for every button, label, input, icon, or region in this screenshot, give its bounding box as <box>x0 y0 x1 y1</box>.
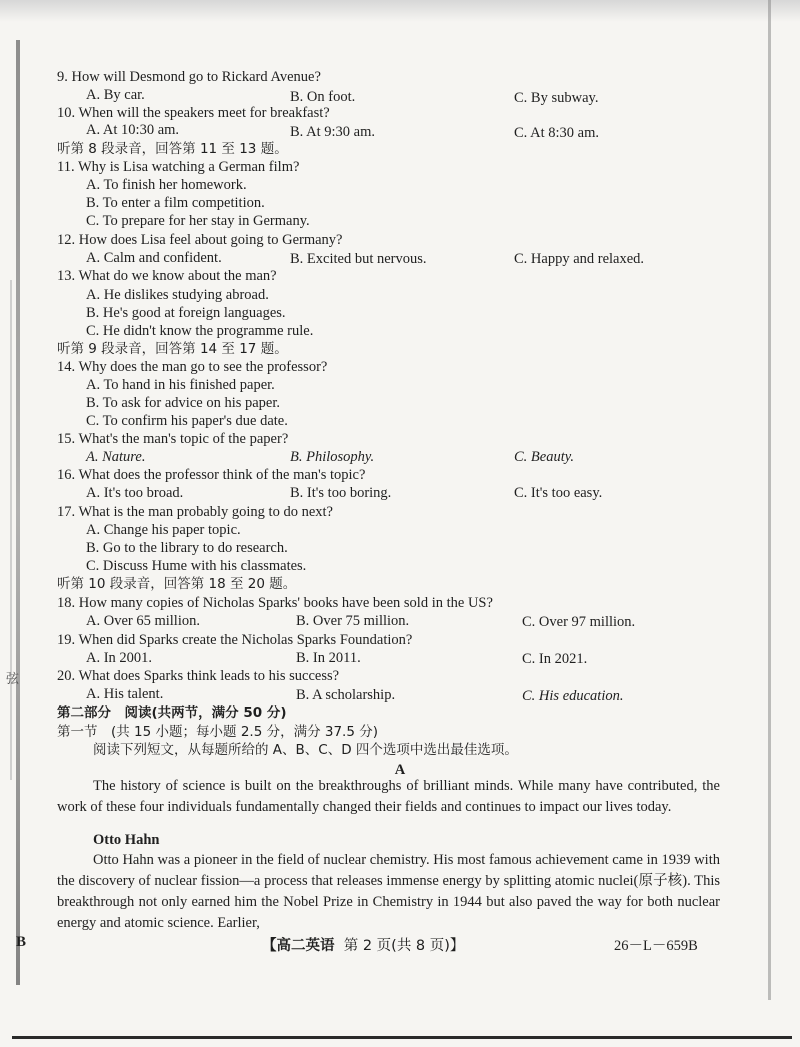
question-11: 11. Why is Lisa watching a German film? <box>57 159 300 175</box>
section-8-instruction: 听第 8 段录音，回答第 11 至 13 题。 <box>57 141 288 157</box>
q15-option-b: B. Philosophy. <box>290 449 375 465</box>
q10-option-b: B. At 9:30 am. <box>290 124 375 140</box>
part-2-heading: 第二部分 阅读(共两节，满分 50 分) <box>57 705 287 721</box>
question-20: 20. What does Sparks think leads to his success? <box>57 668 340 684</box>
q16-option-c: C. It's too easy. <box>514 485 603 501</box>
margin-mark: 弦 <box>6 672 20 687</box>
footer-left-mark: B <box>16 934 27 950</box>
q11-option-c: C. To prepare for her stay in Germany. <box>86 213 310 229</box>
paragraph-2-text: Otto Hahn was a pioneer in the field of nuclear chemistry. His most famous achievement came in 1939 with the discovery of nuclear fission—a process that releases immense energy by splitting atomic nuclei(原子核). This breakthrough not only earned him the Nobel Prize in Chemistry in 1944 but also paved the way for both nuclear energy and atomic science. Earlier, <box>57 852 720 931</box>
passage-paragraph-2 <box>57 850 720 934</box>
q10-option-c: C. At 8:30 am. <box>514 125 599 141</box>
section-1-heading: 第一节 (共 15 小题；每小题 2.5 分，满分 37.5 分) <box>57 724 378 740</box>
q19-option-b: B. In 2011. <box>296 650 361 666</box>
passage-paragraph-1 <box>57 776 720 818</box>
q19-option-a: A. In 2001. <box>86 650 153 666</box>
q9-option-b: B. On foot. <box>290 89 356 105</box>
footer-subject: 【高二英语 <box>262 938 335 954</box>
q18-option-c: C. Over 97 million. <box>522 614 636 630</box>
footer-code: 26－L－659B <box>614 938 698 954</box>
q12-option-a: A. Calm and confident. <box>86 250 222 266</box>
question-19: 19. When did Sparks create the Nicholas Sparks Foundation? <box>57 632 413 648</box>
q9-option-c: C. By subway. <box>514 90 599 106</box>
section-10-instruction: 听第 10 段录音，回答第 18 至 20 题。 <box>57 576 297 592</box>
q12-option-c: C. Happy and relaxed. <box>514 251 645 267</box>
q13-option-a: A. He dislikes studying abroad. <box>86 287 269 303</box>
q19-option-c: C. In 2021. <box>522 651 588 667</box>
question-16: 16. What does the professor think of the man's topic? <box>57 467 366 483</box>
q14-option-b: B. To ask for advice on his paper. <box>86 395 281 411</box>
q10-option-a: A. At 10:30 am. <box>86 122 180 138</box>
q20-option-b: B. A scholarship. <box>296 687 396 703</box>
paragraph-1-text: The history of science is built on the breakthroughs of brilliant minds. While many have contributed, the work of these four individuals fundamentally changed their fields and continues to impact our lives today. <box>57 778 720 815</box>
q16-option-a: A. It's too broad. <box>86 485 184 501</box>
q12-option-b: B. Excited but nervous. <box>290 251 427 267</box>
subheading-otto-hahn: Otto Hahn <box>93 832 160 848</box>
question-10: 10. When will the speakers meet for breakfast? <box>57 105 330 121</box>
footer-page-info <box>262 934 464 955</box>
q20-option-a: A. His talent. <box>86 686 164 702</box>
question-17: 17. What is the man probably going to do next? <box>57 504 333 520</box>
reading-instruction: 阅读下列短文，从每题所给的 A、B、C、D 四个选项中选出最佳选项。 <box>93 742 518 758</box>
q13-option-b: B. He's good at foreign languages. <box>86 305 286 321</box>
q13-option-c: C. He didn't know the programme rule. <box>86 323 314 339</box>
question-18: 18. How many copies of Nicholas Sparks' books have been sold in the US? <box>57 595 493 611</box>
question-13: 13. What do we know about the man? <box>57 268 277 284</box>
footer-page-number: 第 2 页(共 8 页)】 <box>343 938 465 954</box>
q14-option-c: C. To confirm his paper's due date. <box>86 413 288 429</box>
q15-option-c: C. Beauty. <box>514 449 575 465</box>
q11-option-b: B. To enter a film competition. <box>86 195 265 211</box>
q16-option-b: B. It's too boring. <box>290 485 392 501</box>
q15-option-a: A. Nature. <box>86 449 146 465</box>
q20-option-c: C. His education. <box>522 688 624 704</box>
q17-option-c: C. Discuss Hume with his classmates. <box>86 558 307 574</box>
q9-option-a: A. By car. <box>86 87 145 103</box>
q14-option-a: A. To hand in his finished paper. <box>86 377 275 393</box>
q18-option-a: A. Over 65 million. <box>86 613 200 629</box>
q11-option-a: A. To finish her homework. <box>86 177 247 193</box>
question-12: 12. How does Lisa feel about going to Germany? <box>57 232 343 248</box>
passage-letter: A <box>394 762 406 778</box>
q17-option-a: A. Change his paper topic. <box>86 522 241 538</box>
q18-option-b: B. Over 75 million. <box>296 613 410 629</box>
section-9-instruction: 听第 9 段录音，回答第 14 至 17 题。 <box>57 341 288 357</box>
question-9: 9. How will Desmond go to Rickard Avenue? <box>57 69 321 85</box>
q17-option-b: B. Go to the library to do research. <box>86 540 288 556</box>
question-15: 15. What's the man's topic of the paper? <box>57 431 289 447</box>
scan-bottom-edge <box>12 1036 792 1039</box>
question-14: 14. Why does the man go to see the professor? <box>57 359 328 375</box>
